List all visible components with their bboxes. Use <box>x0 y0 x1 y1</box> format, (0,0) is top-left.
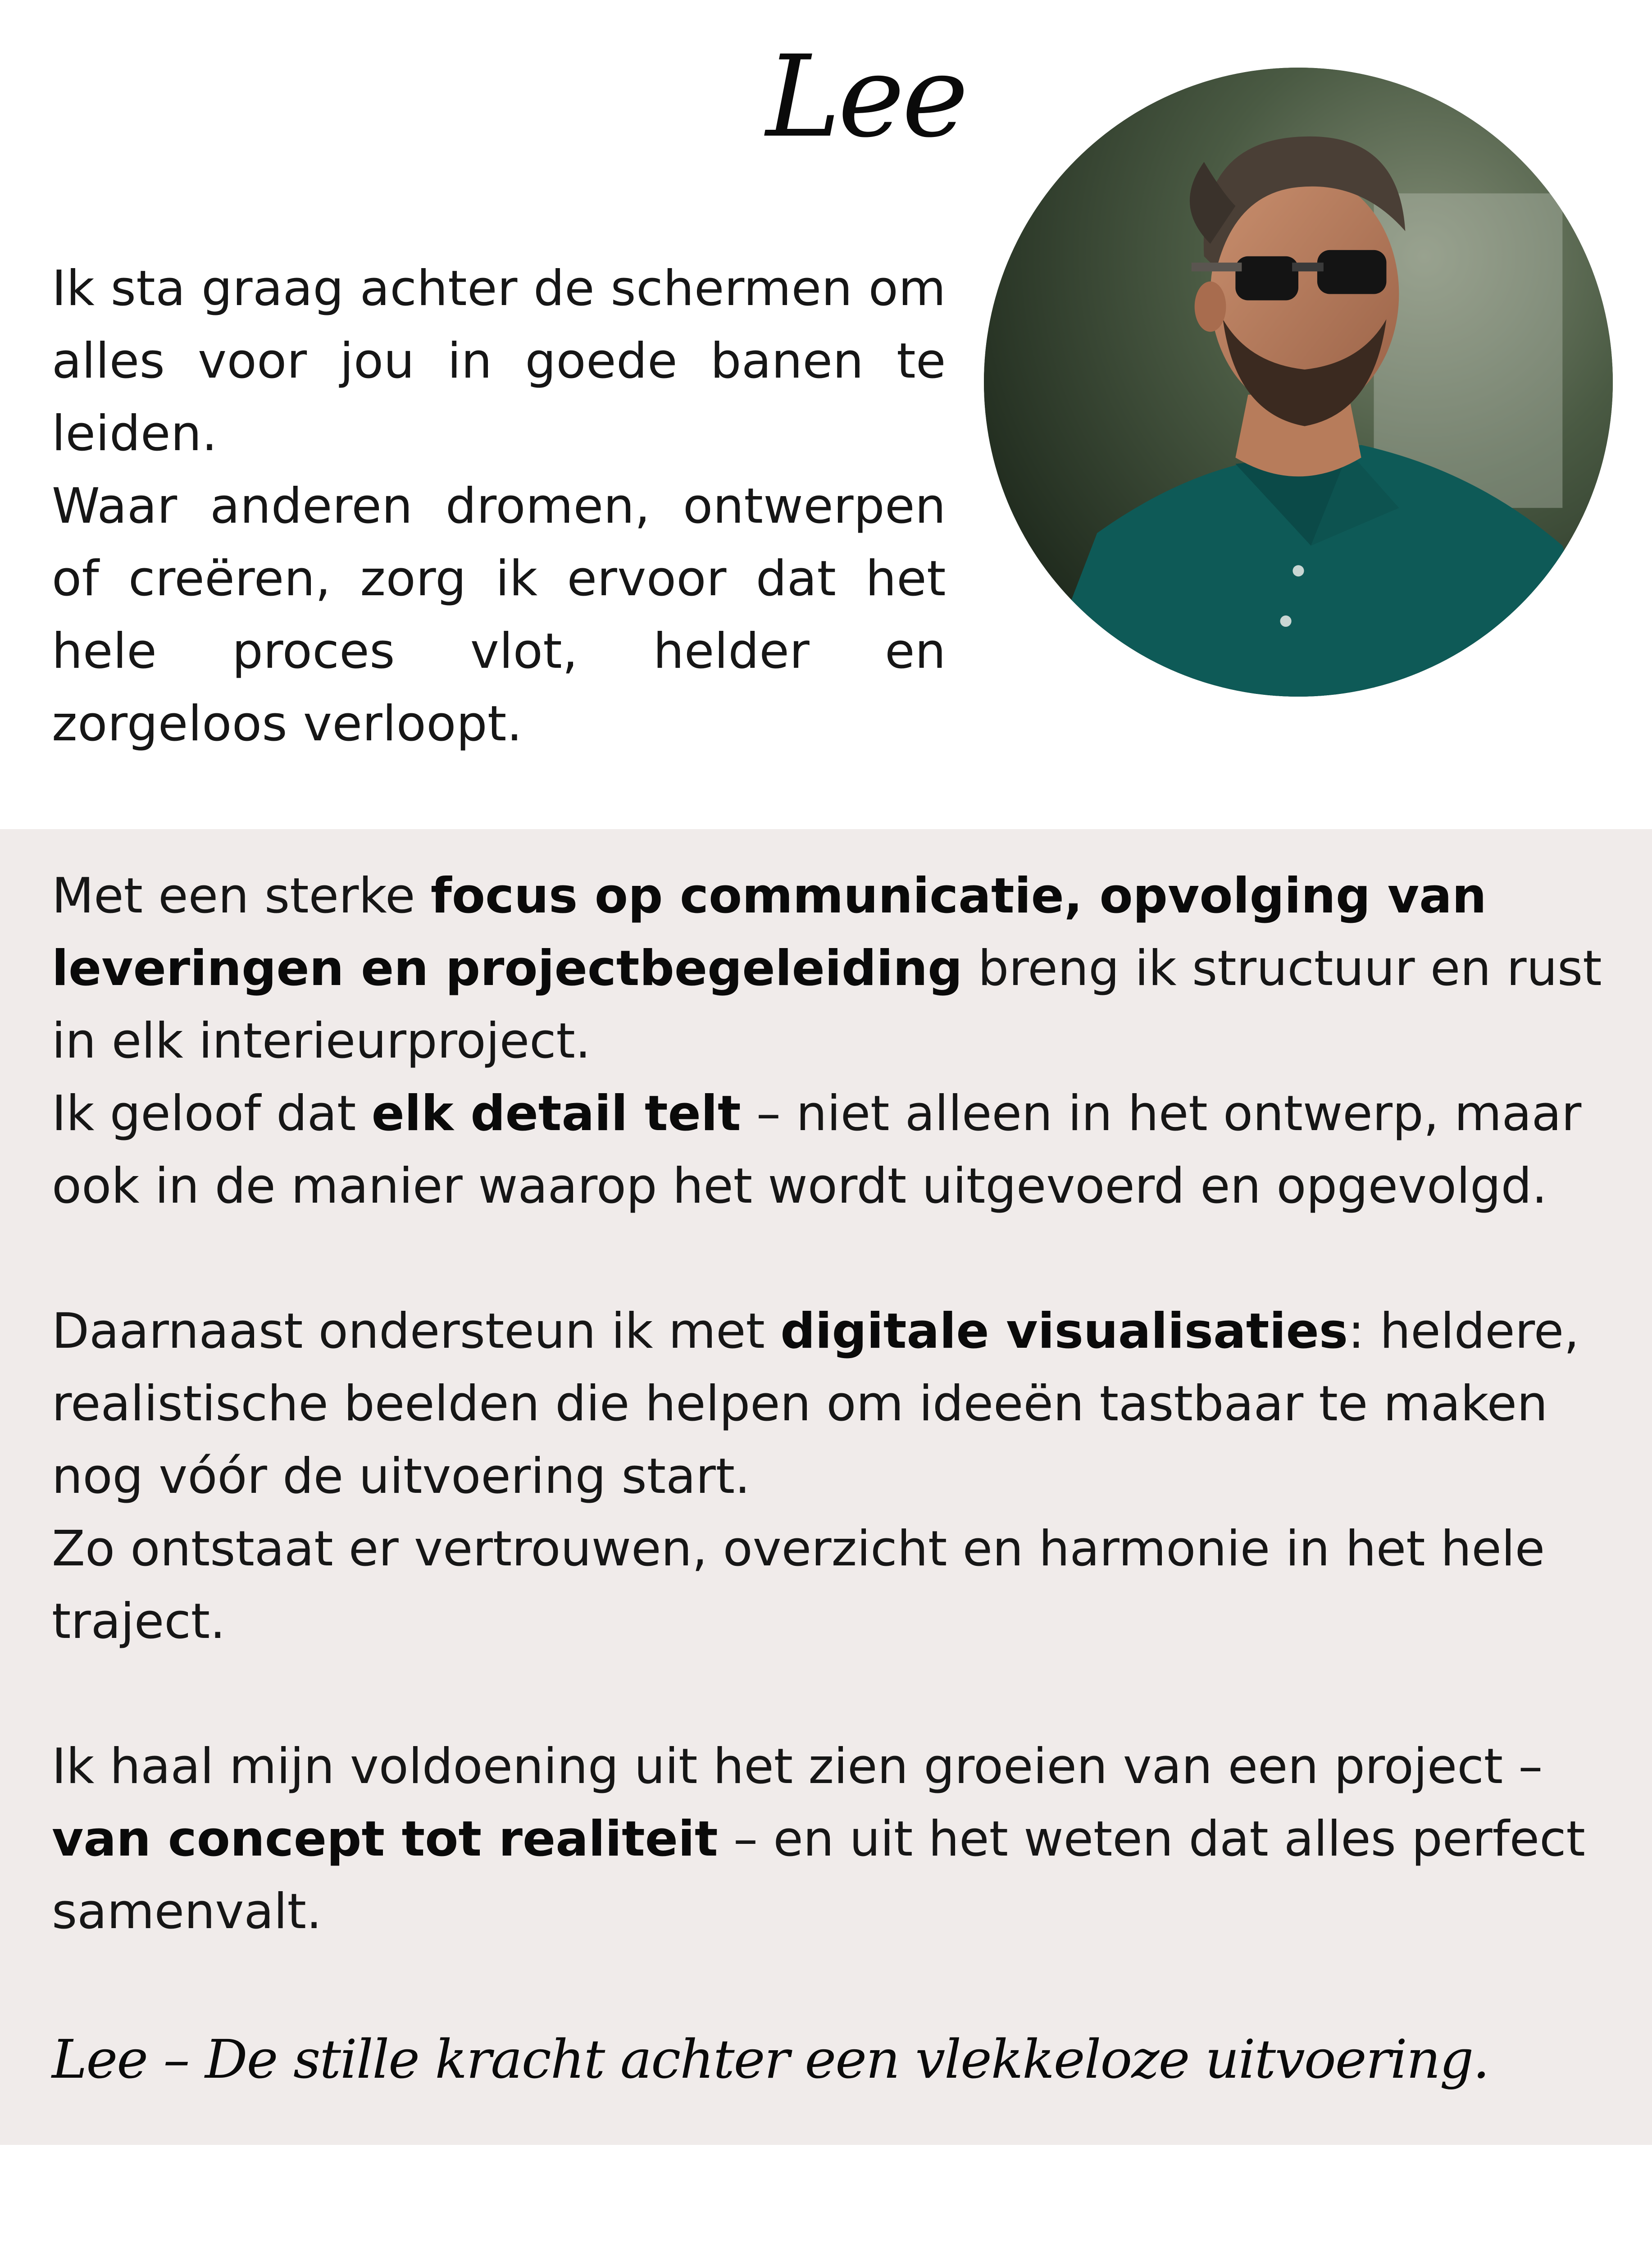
signature: Lee – De stille kracht achter een vlekkeloze uitvoering. <box>52 2028 1489 2090</box>
portrait-photo <box>984 68 1613 697</box>
intro-paragraph: Ik sta graag achter de schermen om alles voor jou in goede banen te leiden. <box>52 260 946 462</box>
body-text <box>52 860 1615 1948</box>
body-paragraph: Daarnaast ondersteun ik met digitale visualisaties: heldere, realistische beelden die helpen om ideeën tastbaar te maken nog vóór de uitvoering start. <box>52 1303 1579 1505</box>
body-paragraph: Met een sterke focus op communicatie, opvolging van leveringen en projectbegeleiding breng ik structuur en rust in elk interieurproject. <box>52 868 1602 1069</box>
paragraph-gap <box>52 1222 1615 1295</box>
body-paragraph: Ik geloof dat elk detail telt – niet alleen in het ontwerp, maar ook in de manier waarop het wordt uitgevoerd en opgevolgd. <box>52 1085 1582 1214</box>
body-paragraph: Ik haal mijn voldoening uit het zien groeien van een project – van concept tot realiteit – en uit het weten dat alles perfect samenvalt. <box>52 1738 1585 1940</box>
intro-text <box>52 252 946 760</box>
paragraph-gap <box>52 1658 1615 1730</box>
body-paragraph: Zo ontstaat er vertrouwen, overzicht en harmonie in het hele traject. <box>52 1521 1545 1650</box>
page-title: Lee <box>766 31 966 162</box>
avatar <box>984 68 1613 697</box>
intro-paragraph: Waar anderen dromen, ontwerpen of creëren, zorg ik ervoor dat het hele proces vlot, helder en zorgeloos verloopt. <box>52 478 946 752</box>
